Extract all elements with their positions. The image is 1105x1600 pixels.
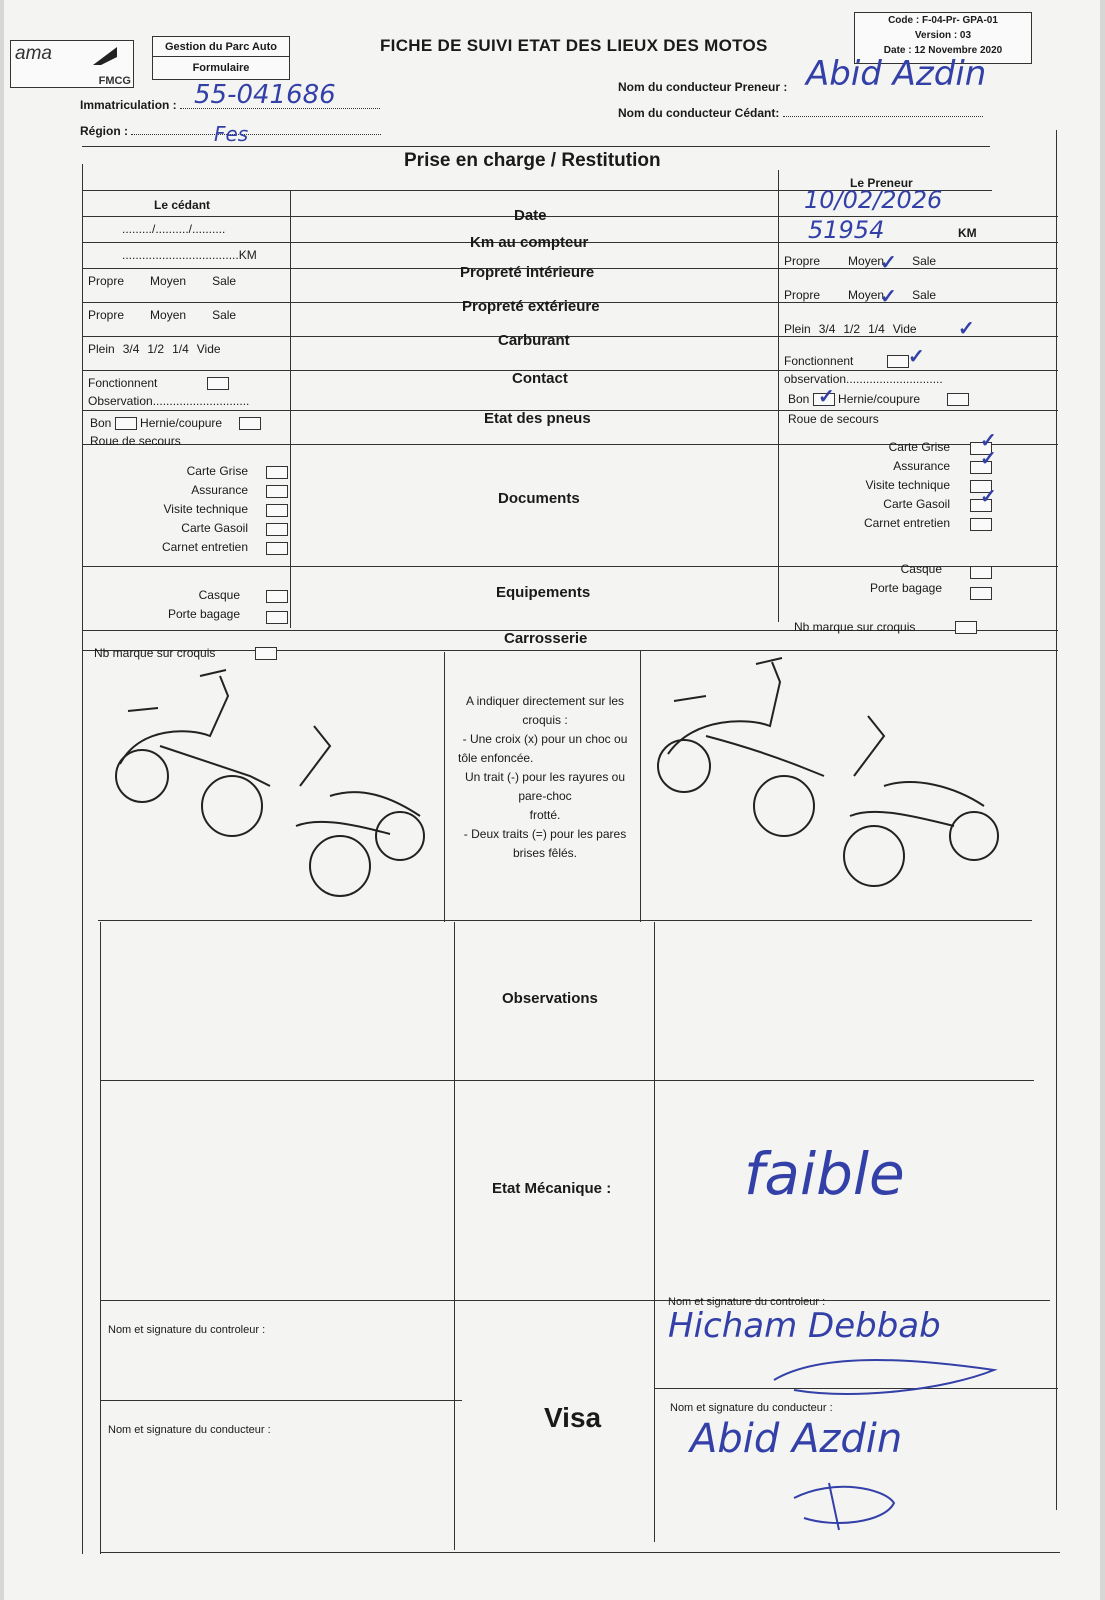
department-box: Gestion du Parc Auto <box>152 36 290 58</box>
note-line: brises fêlés. <box>512 846 578 860</box>
cedant-date[interactable]: ........./........../.......... <box>122 222 226 236</box>
opt-propre: Propre <box>88 274 125 288</box>
revision-date: Date : 12 Novembre 2020 <box>883 45 1003 56</box>
note-line: - Une croix (x) pour un choc ou <box>462 732 628 746</box>
preneur-nb-marque[interactable] <box>794 620 977 634</box>
scooter-sketch-left-icon <box>100 666 440 920</box>
nb-marque-label: Nb marque sur croquis <box>794 620 916 634</box>
logo-subtext: FMCG <box>98 75 131 87</box>
checkbox[interactable] <box>266 611 288 624</box>
row-prop-ext: Propreté extérieure <box>462 298 600 315</box>
opt-moyen: Moyen <box>848 288 885 302</box>
row-equipements: Equipements <box>496 584 591 601</box>
check-mark-icon: ✓ <box>980 486 997 508</box>
preneur-equip[interactable] <box>854 560 942 598</box>
checkbox[interactable] <box>266 542 288 555</box>
cedant-doc-checkboxes[interactable] <box>266 466 288 555</box>
note-line: croquis : <box>522 713 568 727</box>
opt-propre: Propre <box>784 254 821 268</box>
preneur-date: 10/02/2026 <box>804 186 943 214</box>
check-mark-icon: ✓ <box>818 386 835 408</box>
region-value: Fes <box>214 122 249 146</box>
checkbox[interactable] <box>955 621 977 634</box>
controleur-name: Hicham Debbab <box>668 1306 941 1346</box>
sig-controleur-right[interactable]: Nom et signature du controleur : <box>668 1296 826 1308</box>
cedant-header: Le cédant <box>154 198 211 212</box>
row-documents: Documents <box>498 490 580 507</box>
cedant-prop-int[interactable] <box>88 274 236 288</box>
conducteur-signature-icon <box>774 1468 914 1538</box>
logo-mark-icon <box>91 45 121 67</box>
cedant-equip[interactable] <box>154 586 240 624</box>
note-line: - Deux traits (=) pour les pares <box>463 827 627 841</box>
opt-plein: Plein <box>784 322 811 336</box>
controleur-signature-icon <box>764 1340 1024 1400</box>
opt-propre: Propre <box>784 288 821 302</box>
form-sheet <box>4 0 1100 1600</box>
checkbox[interactable] <box>266 523 288 536</box>
row-carrosserie: Carrosserie <box>504 630 588 647</box>
sig-conducteur-left[interactable]: Nom et signature du conducteur : <box>108 1424 271 1436</box>
conducteur-name: Abid Azdin <box>690 1416 903 1462</box>
checkbox[interactable] <box>266 504 288 517</box>
bon-label: Bon <box>90 416 112 430</box>
checkbox[interactable] <box>887 355 909 368</box>
opt-1-4: 1/4 <box>172 342 189 356</box>
checkbox[interactable] <box>115 417 137 430</box>
opt-moyen: Moyen <box>150 274 187 288</box>
row-pneus: Etat des pneus <box>484 410 591 427</box>
opt-1-2: 1/2 <box>147 342 165 356</box>
check-mark-icon: ✓ <box>958 318 975 340</box>
preneur-value: Abid Azdin <box>806 54 987 94</box>
preneur-label: Nom du conducteur Preneur : <box>618 80 788 94</box>
preneur-fonctionnent[interactable] <box>784 354 909 368</box>
opt-moyen: Moyen <box>848 254 885 268</box>
cedant-observation[interactable]: Observation............................. <box>88 394 250 408</box>
preneur-pneus[interactable] <box>788 392 969 406</box>
opt-plein: Plein <box>88 342 115 356</box>
equip-casque: Casque <box>198 588 240 602</box>
doc-gasoil: Carte Gasoil <box>883 497 950 511</box>
doc-carte-grise: Carte Grise <box>186 464 248 478</box>
nb-marque-label: Nb marque sur croquis <box>94 646 216 660</box>
checkbox[interactable] <box>970 566 992 579</box>
immatriculation-value: 55-041686 <box>194 80 336 110</box>
note-line: tôle enfoncée. <box>458 751 534 765</box>
note-line: frotté. <box>529 808 561 822</box>
cedant-docs[interactable] <box>134 462 248 557</box>
opt-sale: Sale <box>912 254 937 268</box>
section-title: Prise en charge / Restitution <box>404 150 661 171</box>
version: Version : 03 <box>914 30 972 41</box>
logo-text: ama <box>15 43 52 64</box>
checkbox[interactable] <box>970 587 992 600</box>
equip-casque: Casque <box>900 562 942 576</box>
preneur-observation[interactable]: observation............................. <box>784 372 943 386</box>
opt-sale: Sale <box>212 308 237 322</box>
cedant-equip-checkboxes[interactable] <box>266 590 288 624</box>
opt-propre: Propre <box>88 308 125 322</box>
row-contact: Contact <box>512 370 568 387</box>
preneur-prop-int[interactable] <box>784 254 936 268</box>
cedant-field[interactable] <box>618 106 983 120</box>
preneur-header: Le Preneur <box>850 176 913 190</box>
row-km: Km au compteur <box>470 234 589 251</box>
scooter-sketch-right-icon <box>654 656 1014 896</box>
doc-carte-grise: Carte Grise <box>888 440 950 454</box>
doc-carnet: Carnet entretien <box>161 540 248 554</box>
check-mark-icon: ✓ <box>980 448 997 470</box>
cedant-fuel[interactable] <box>88 342 221 356</box>
croquis-instructions <box>450 692 640 863</box>
opt-vide: Vide <box>892 322 917 336</box>
checkbox[interactable] <box>266 466 288 479</box>
preneur-field[interactable] <box>618 80 787 94</box>
code-ref: Code : F-04-Pr- GPA-01 <box>888 15 998 26</box>
cedant-prop-ext[interactable] <box>88 308 236 322</box>
cedant-nb-marque[interactable] <box>94 646 277 660</box>
checkbox[interactable] <box>266 590 288 603</box>
bon-label: Bon <box>788 392 810 406</box>
cedant-fonctionnent[interactable] <box>88 376 229 390</box>
opt-sale: Sale <box>212 274 237 288</box>
preneur-km: 51954 <box>808 216 885 244</box>
doc-carnet: Carnet entretien <box>863 516 950 530</box>
note-line: pare-choc <box>518 789 572 803</box>
opt-1-2: 1/2 <box>843 322 861 336</box>
doc-type-box: Formulaire <box>152 56 290 80</box>
hernie-label: Hernie/coupure <box>838 392 921 406</box>
immatriculation-label: Immatriculation : <box>80 98 177 112</box>
check-mark-icon: ✓ <box>880 286 897 308</box>
opt-vide: Vide <box>196 342 221 356</box>
row-observations: Observations <box>502 990 598 1007</box>
row-carburant: Carburant <box>498 332 570 349</box>
note-line: Un trait (-) pour les rayures ou <box>464 770 626 784</box>
sig-conducteur-right[interactable]: Nom et signature du conducteur : <box>670 1402 833 1414</box>
preneur-prop-ext[interactable] <box>784 288 936 302</box>
note-line: A indiquer directement sur les <box>465 694 625 708</box>
company-logo <box>10 40 134 88</box>
etat-mecanique-value: faible <box>744 1140 905 1208</box>
form-title: FICHE DE SUIVI ETAT DES LIEUX DES MOTOS <box>380 36 768 55</box>
row-etat-mecanique: Etat Mécanique : <box>492 1180 612 1197</box>
region-label: Région : <box>80 124 128 138</box>
opt-sale: Sale <box>912 288 937 302</box>
checkbox[interactable] <box>947 393 969 406</box>
checkbox[interactable] <box>970 518 992 531</box>
preneur-docs[interactable] <box>824 438 950 533</box>
row-prop-int: Propreté intérieure <box>460 264 595 281</box>
row-date: Date <box>514 207 547 224</box>
opt-1-4: 1/4 <box>868 322 885 336</box>
doc-visite: Visite technique <box>163 502 248 516</box>
row-visa: Visa <box>544 1402 602 1433</box>
cedant-pneus[interactable] <box>90 416 261 430</box>
fonctionnent-label: Fonctionnent <box>88 376 158 390</box>
opt-3-4: 3/4 <box>122 342 140 356</box>
check-mark-icon: ✓ <box>880 252 897 274</box>
equip-porte-bagage: Porte bagage <box>167 607 240 621</box>
doc-assurance: Assurance <box>191 483 248 497</box>
sig-controleur-left[interactable]: Nom et signature du controleur : <box>108 1324 266 1336</box>
km-unit: KM <box>958 226 977 240</box>
cedant-km[interactable]: ...................................KM <box>122 248 257 262</box>
checkbox[interactable] <box>266 485 288 498</box>
hernie-label: Hernie/coupure <box>140 416 223 430</box>
preneur-equip-checkboxes[interactable] <box>970 566 992 600</box>
opt-moyen: Moyen <box>150 308 187 322</box>
preneur-fuel[interactable] <box>784 322 917 336</box>
preneur-roue: Roue de secours <box>788 412 879 426</box>
cedant-roue: Roue de secours <box>90 434 181 448</box>
doc-assurance: Assurance <box>893 459 950 473</box>
equip-porte-bagage: Porte bagage <box>869 581 942 595</box>
doc-gasoil: Carte Gasoil <box>181 521 248 535</box>
checkbox[interactable] <box>207 377 229 390</box>
fonctionnent-label: Fonctionnent <box>784 354 854 368</box>
cedant-label: Nom du conducteur Cédant: <box>618 106 780 120</box>
check-mark-icon: ✓ <box>908 346 925 368</box>
opt-3-4: 3/4 <box>818 322 836 336</box>
check-mark-icon: ✓ <box>980 430 997 452</box>
checkbox[interactable] <box>255 647 277 660</box>
checkbox[interactable] <box>239 417 261 430</box>
doc-visite: Visite technique <box>865 478 950 492</box>
